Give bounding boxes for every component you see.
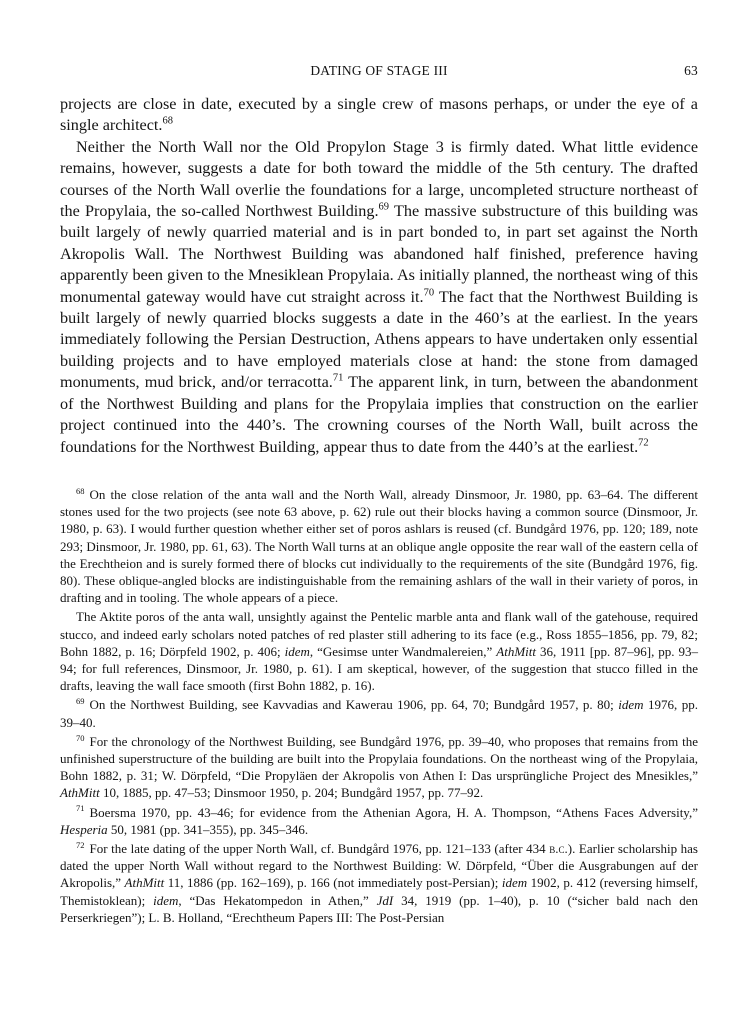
running-header	[60, 63, 698, 83]
main-text	[60, 94, 698, 458]
paragraph-2: Neither the North Wall nor the Old Propylon Stage 3 is firmly dated. What little evidence remains, however, suggests a date for both toward the middle of the 5th century. The drafted courses of the North Wall overlie the foundations for a large, uncompleted structure northeast of the Propylaia, the so-called Northwest Building.$^{69}$ The massive substructure of this building was built largely of newly quarried material and is in part bonded to, in part set against the North Akropolis Wall. The Northwest Building was abandoned half finished, preference having apparently been given to the Mnesiklean Propylaia. As initially planned, the northeast wing of this monumental gateway would have cut straight across it.$^{70}$ The fact that the Northwest Building is built largely of newly quarried blocks suggests a date in the 460’s at the earliest. In the years immediately following the Persian Destruction, Athens appears to have undertaken only essential building projects and to have employed materials close at hand: the stone from damaged monuments, mud brick, and/or terracotta.$^{71}$ The apparent link, in turn, between the abandonment of the Northwest Building and plans for the Propylaia implies that construction on the earlier project continued into the 440’s. The crowning courses of the North Wall, built across the foundations for the Northwest Building, appear thus to date from the 440’s at the earliest.$^{72}$	[60, 137, 699, 456]
running-title: DATING OF STAGE III	[310, 63, 448, 78]
footnote-72: $^{72}$ For the late dating of the upper North Wall, cf. Bundgård 1976, pp. 121–133 (after 434 b.c.). Earlier scholarship has dated the upper North Wall without regard to the Northwest Building: W. Dörpfeld, “Über die Ausgrabungen auf der Akropolis,” AthMitt 11, 1886 (pp. 162–169), p. 166 (not immediately post-Persian); idem 1902, p. 412 (reversing himself, Themistoklean); idem, “Das Hekatompedon in Athen,” JdI 34, 1919 (pp. 1–40), p. 10 (“sicher bald nach den Perserkriegen”); L. B. Holland, “Erechtheum Papers III: The Post-Persian	[60, 839, 698, 925]
footnote-ref-71[interactable]: 71	[332, 372, 344, 384]
footnotes	[60, 486, 698, 928]
footnote-68: $^{68}$ On the close relation of the anta wall and the North Wall, already Dinsmoor, Jr. 1980, pp. 63–64. The different stones used for the two projects (see note 63 above, p. 62) rule out their blocks having a common source (Dinsmoor, Jr. 1980, p. 63). I would further question whether either set of poros ashlars is reused (cf. Bundgård 1976, pp. 120; 189, note 293; Dinsmoor, Jr. 1980, pp. 61, 63). The North Wall turns at an oblique angle opposite the rear wall of the eastern cella of the Erechtheion and is surely formed there of blocks cut individually to the requirements of the site (Bundgård 1976, fig. 80). These oblique-angled blocks are indistinguishable from the remaining ashlars of the wall in their variety of poros, in drafting and in tooling. The whole appears of a piece.	[60, 485, 698, 606]
footnote-ref-69[interactable]: 69	[378, 201, 390, 213]
footnote-number: 70	[76, 732, 85, 743]
footnote-ref-70[interactable]: 70	[423, 287, 435, 299]
footnote-number: 71	[76, 803, 85, 814]
footnote-number: 69	[76, 696, 85, 707]
footnote-68-continuation: The Aktite poros of the anta wall, unsightly against the Pentelic marble anta and flank wall of the gatehouse, required stucco, and indeed early scholars noted patches of red plaster still adhering to its face (e.g., Ross 1855–1856, pp. 79, 82; Bohn 1882, p. 16; Dörpfeld 1902, p. 406; idem, “Gesimse unter Wandmalereien,” AthMitt 36, 1911 [pp. 87–96], pp. 93–94; for full references, Dinsmoor, Jr. 1980, p. 61). I am skeptical, however, of the suggestion that stucco filled in the drafts, leaving the wall face smooth (first Bohn 1882, p. 16).	[60, 609, 699, 694]
paragraph-1: projects are close in date, executed by a single crew of masons perhaps, or under the eye of a single architect.$^{68}$	[60, 95, 698, 135]
footnote-71: $^{71}$ Boersma 1970, pp. 43–46; for evidence from the Athenian Agora, H. A. Thompson, “Athens Faces Adversity,” Hesperia 50, 1981 (pp. 341–355), pp. 345–346.	[60, 803, 698, 837]
footnote-ref-68[interactable]: 68	[162, 116, 173, 128]
footnote-70: $^{70}$ For the chronology of the Northwest Building, see Bundgård 1976, pp. 39–40, who proposes that remains from the unfinished superstructure of the building are built into the Propylaia foundations. On the northeast wing of the Propylaia, Bohn 1882, p. 31; W. Dörpfeld, “Die Propyläen der Akropolis von Athen I: Das ursprüngliche Project des Mnesikles,” AthMitt 10, 1885, pp. 47–53; Dinsmoor 1950, p. 204; Bundgård 1957, pp. 77–92.	[60, 732, 698, 801]
footnote-69: $^{69}$ On the Northwest Building, see Kavvadias and Kawerau 1906, pp. 64, 70; Bundgård 1957, p. 80; idem 1976, pp. 39–40.	[60, 696, 698, 730]
footnote-number: 72	[76, 839, 85, 850]
footnote-number: 68	[76, 485, 85, 496]
page-number: 63	[684, 63, 698, 78]
footnote-ref-72[interactable]: 72	[638, 437, 649, 449]
